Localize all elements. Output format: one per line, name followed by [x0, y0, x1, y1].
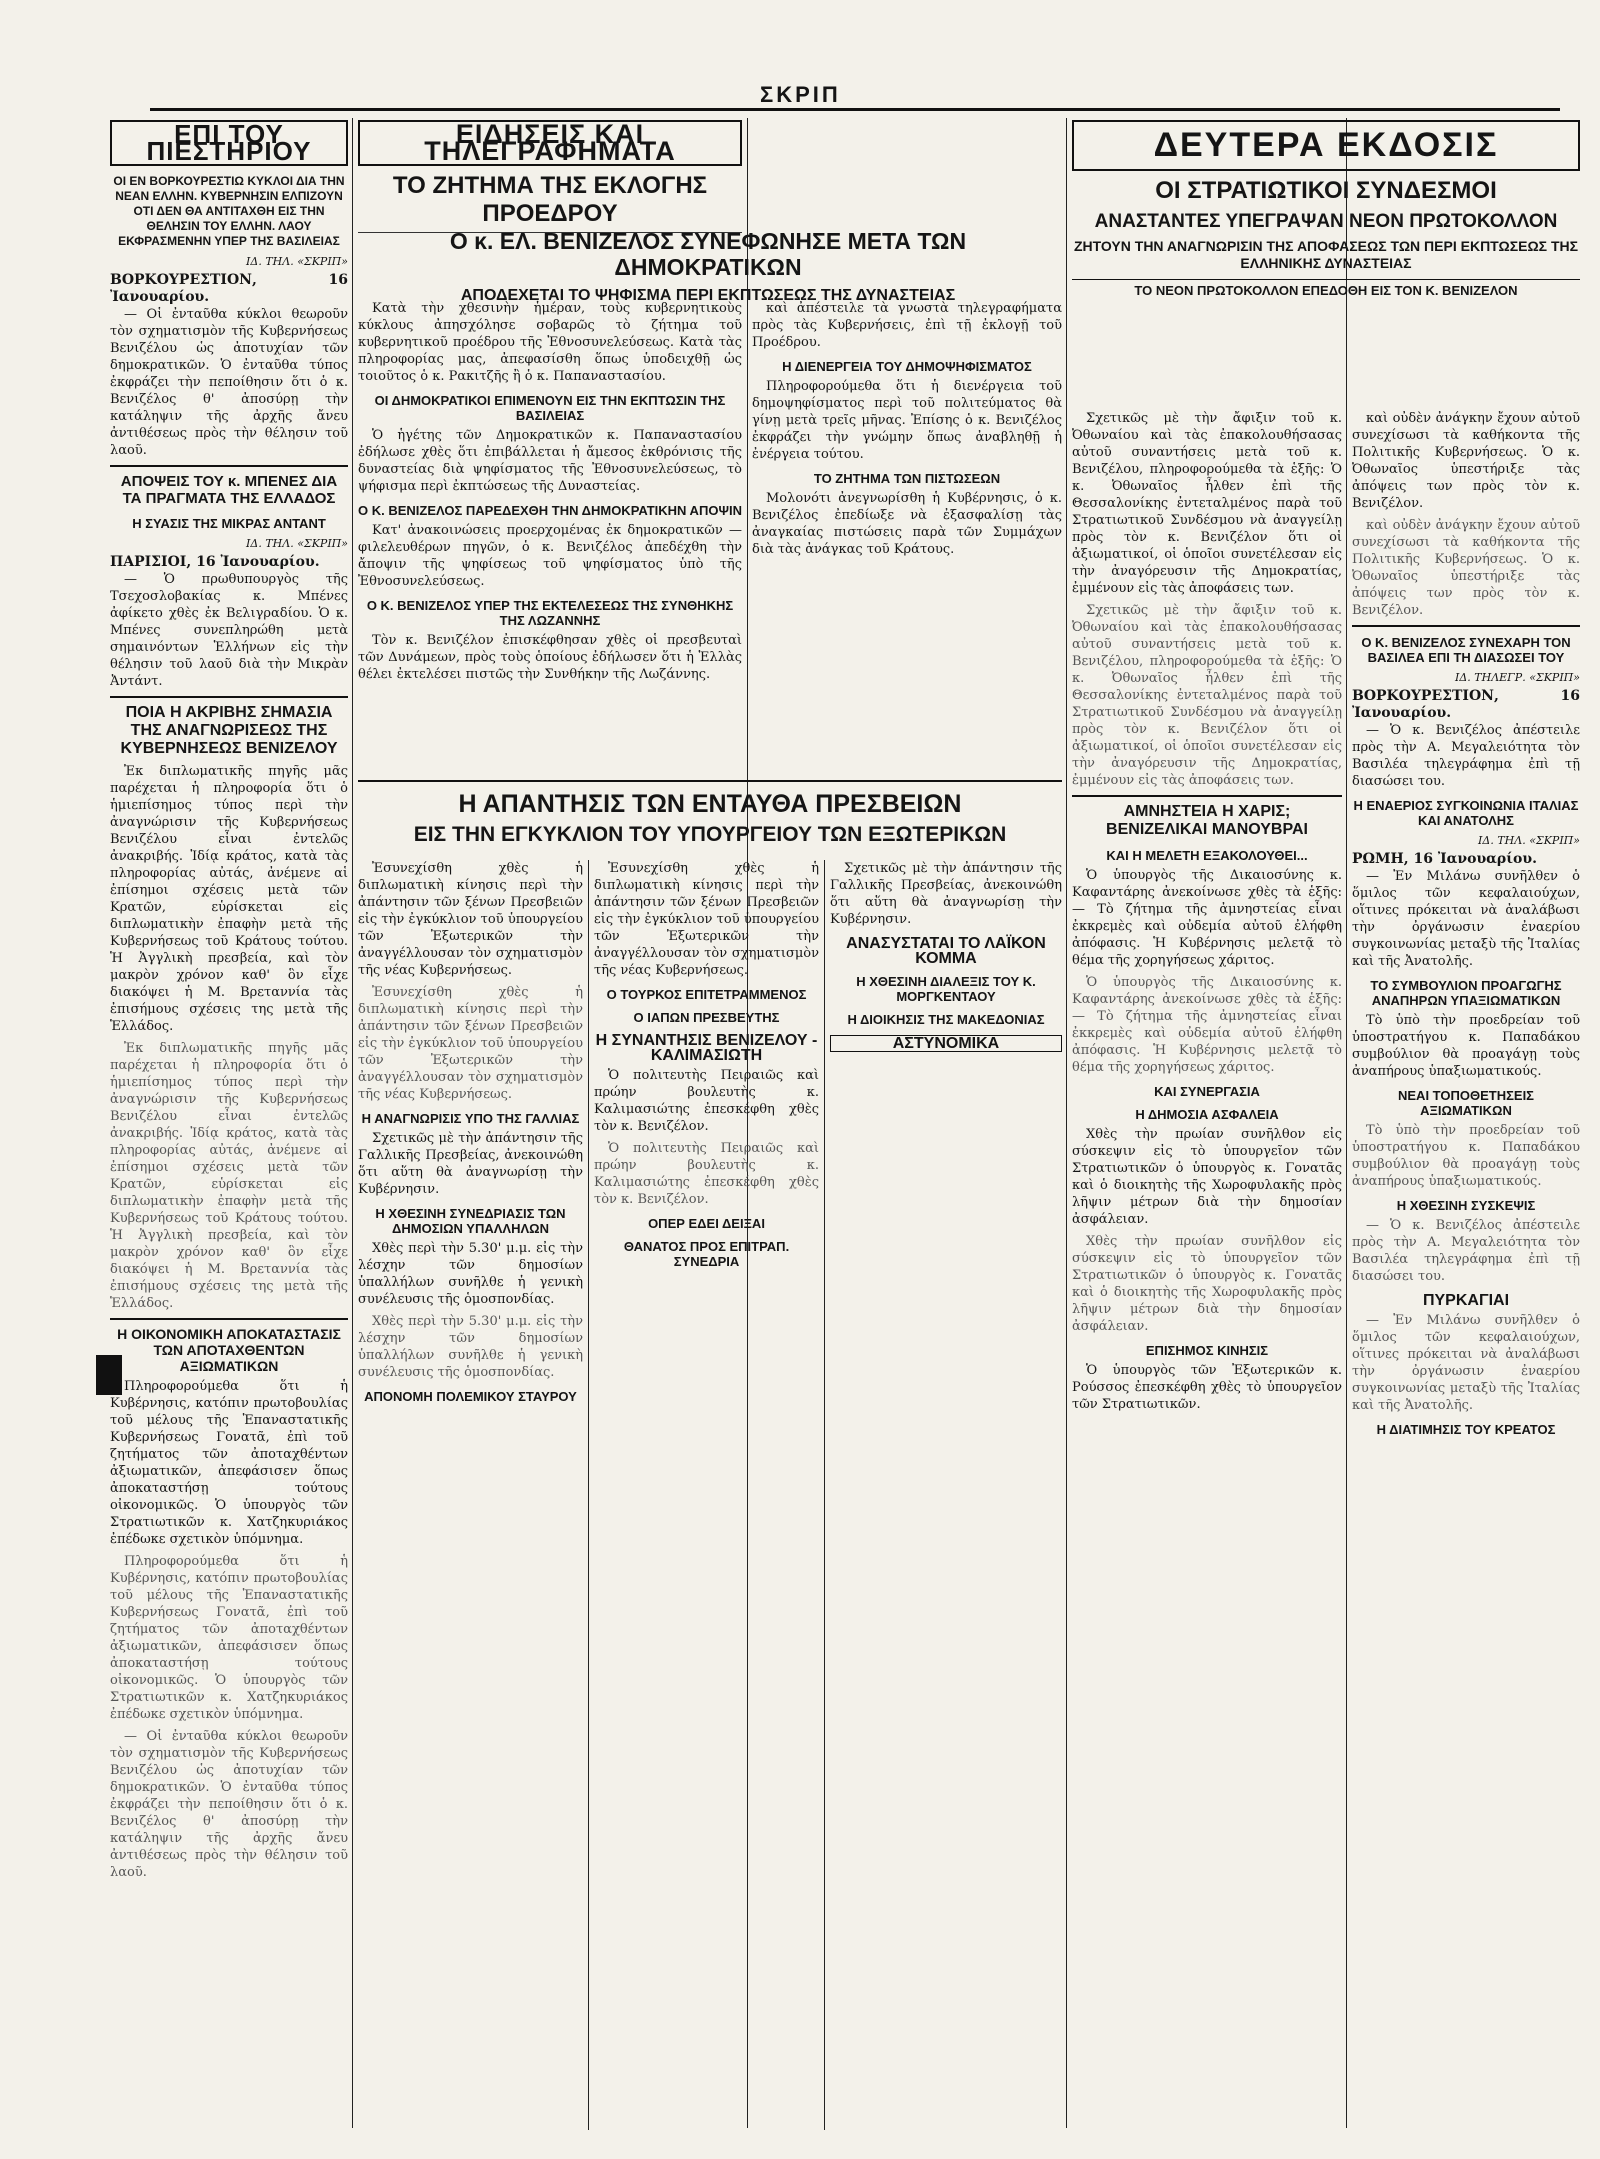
article-text: Κατὰ τὴν χθεσινὴν ἡμέραν, τοὺς κυβερνητικοὺς κύκλους ἀπησχόλησε σοβαρῶς τὸ ζήτημα τοῦ κυβερνητικοῦ προέδρου τῆς Ἐθνοσυνελεύσεως. Κατὰ τὰς πληροφορίας μας, ἀπεφασίσθη ὅπως ὑποδειχθῇ ὡς τοιοῦτος ὁ κ. Ρακιτζῆς ἢ ὁ κ. Παπαναστασίου. [358, 301, 742, 384]
headline-referendum: Η ΔΙΕΝΕΡΓΕΙΑ ΤΟΥ ΔΗΜΟΨΗΦΙΣΜΑΤΟΣ [782, 359, 1032, 374]
headline-war-cross: ΑΠΟΝΟΜΗ ΠΟΛΕΜΙΚΟΥ ΣΤΑΥΡΟΥ [364, 1389, 577, 1404]
dateline: ΠΑΡΙΣΙΟΙ, 16 Ἰανουαρίου. [110, 553, 320, 570]
article-text: Ὁ ὑπουργὸς τῆς Δικαιοσύνης κ. Καφαντάρης ἀνεκοίνωσε χθὲς τὰ ἑξῆς: — Τὸ ζήτημα τῆς ἀμνηστείας εἶναι ἐκκρεμὲς καὶ οὐδεμία αὐτοῦ ἐλήφθη ἀπόφασις. Ἡ Κυβέρνησις μελετᾷ τὸ θέμα τῆς χορηγήσεως χάριτος. [1072, 867, 1342, 968]
embassies-article-header [358, 780, 1062, 849]
banner-venizelos: Ο κ. ΕΛ. ΒΕΝΙΖΕΛΟΣ ΣΥΝΕΦΩΝΗΣΕ ΜΕΤΑ ΤΩΝ ΔΗΜΟΚΡΑΤΙΚΩΝ [449, 228, 967, 281]
article-text: — Ἐν Μιλάνω συνῆλθεν ὁ ὅμιλος τῶν κεφαλαιούχων, οἵτινες πρόκειται νὰ ἀναλάβωσι τὴν ὀργάνωσιν ἐναερίου συγκοινωνίας μεταξὺ τῆς Ἰταλίας καὶ τῆς Ἀνατολῆς. [1352, 869, 1580, 969]
column-rule [352, 118, 353, 2128]
column-2-body [358, 300, 742, 770]
article-text: Ὁ ὑπουργὸς τῶν Ἐξωτερικῶν κ. Ρούσσος ἐπεσκέφθη χθὲς τὸ ὑπουργεῖον τῶν Στρατιωτικῶν. [1072, 1362, 1342, 1412]
article-text: — Ἐν Μιλάνω συνῆλθεν ὁ ὅμιλος τῶν κεφαλαιούχων, οἵτινες πρόκειται νὰ ἀναλάβωσι τὴν ὀργάνωσιν ἐναερίου συγκοινωνίας μεταξὺ τῆς Ἰταλίας καὶ τῆς Ἀνατολῆς. [1352, 1313, 1580, 1413]
article-text: Ὁ ἡγέτης τῶν Δημοκρατικῶν κ. Παπαναστασίου ἐδήλωσε χθὲς ὅτι ἐπιβάλλεται ἡ ἄμεσος ἐκθρόνισις τῆς δυναστείας διὰ ψηφίσματος τῆς Ἐθνοσυνελεύσεως, τὸ ψήφισμα περὶ ἐκπτώσεως τῆς Δυναστείας. [358, 428, 742, 494]
banner-box [358, 228, 1058, 305]
newspaper-name: ΣΚΡΙΠ [750, 82, 851, 108]
article-text: καὶ ἀπέστειλε τὰ γνωστὰ τηλεγραφήματα πρὸς τὰς Κυβερνήσεις, ἐπὶ τῇ ἐκλογῇ τοῦ Προέδρου. [752, 301, 1062, 350]
subhead-study: ΚΑΙ Η ΜΕΛΕΤΗ ΕΞΑΚΟΛΟΥΘΕΙ... [1106, 847, 1308, 863]
article-text: — Ὁ κ. Βενιζέλος ἀπέστειλε πρὸς τὴν Α. Μεγαλειότητα τὸν Βασιλέα τηλεγράφημα ἐπὶ τῇ διασώσει του. [1352, 723, 1580, 789]
article-text: Ὁ πολιτευτὴς Πειραιῶς καὶ πρώην βουλευτὴς κ. Καλιμασιώτης ἐπεσκέφθη χθὲς τὸν κ. Βενιζέλον. [594, 1141, 819, 1207]
column-rule [824, 860, 825, 2130]
article-text: Ἐκ διπλωματικῆς πηγῆς μᾶς παρέχεται ἡ πληροφορία ὅτι ὁ ἡμιεπίσημος τύπος περὶ τὴν ἀναγνώρισιν τῆς Κυβερνήσεως Βενιζέλου εἶναι ἐντελῶς ἀνακριβής. Ἰδίᾳ κράτος, κατὰ τὰς πληροφορίας αὐτάς, ἀνέμενε αἱ ἐπίσημοι σχέσεις μετὰ τῶν Κρατῶν, εὑρίσκεται εἰς διπλωματικὴν ἐπαφὴν μετὰ τῆς Κυβερνήσεως τοῦ Κράτους τούτου. Ἡ Ἀγγλικὴ πρεσβεία, καὶ τὸν μακρὸν χρόνον καθ' ὃν εἶχε διακόψει ἡ Μ. Βρεταννία τὰς ἐπισήμους σχέσεις της μετὰ τῆς Ἑλλάδος. [110, 763, 348, 1034]
article-text: Ἐσυνεχίσθη χθὲς ἡ διπλωματικὴ κίνησις περὶ τὴν ἀπάντησιν τῶν ξένων Πρεσβειῶν εἰς τὴν ἐγκύκλιον τοῦ ὑπουργείου τῶν Ἐξωτερικῶν τὴν ἀναγγέλλουσαν τὸν σχηματισμὸν τῆς νέας Κυβερνήσεως. [358, 861, 583, 978]
article-text: Τὸ ὑπὸ τὴν προεδρείαν τοῦ ὑποστρατήγου κ. Παπαδάκου συμβούλιον θὰ προαγάγῃ τοὺς ἀναπήρους ὑπαξιωματικούς. [1352, 1123, 1580, 1189]
headline-public-safety: Η ΔΗΜΟΣΙΑ ΑΣΦΑΛΕΙΑ [1135, 1106, 1279, 1122]
article-text: Μολονότι ἀνεγνωρίσθη ἡ Κυβέρνησις, ὁ κ. Βενιζέλος ἐπεδίωξε νὰ ἐξασφαλίσῃ τὰς ἀναγκαίας πιστώσεις παρὰ τῶν Συμμάχων διὰ τὰς ἀνάγκας τοῦ Κράτους. [752, 491, 1062, 557]
column-3-top [752, 300, 1062, 770]
headline-turkish-envoy: Ο ΤΟΥΡΚΟΣ ΕΠΙΤΕΤΡΑΜΜΕΝΟΣ [606, 987, 807, 1002]
headline-postings: ΝΕΑΙ ΤΟΠΟΘΕΤΗΣΕΙΣ ΑΞΙΩΜΑΤΙΚΩΝ [1398, 1088, 1534, 1118]
embassies-col-c [830, 860, 1062, 2130]
headline-second-edition: ΔΕΥΤΕΡΑ ΕΚΔΟΣΙΣ [1072, 120, 1580, 171]
subhead-protocol: ΑΝΑΣΤΑΝΤΕΣ ΥΠΕΓΡΑΨΑΝ ΝΕΟΝ ΠΡΩΤΟΚΟΛΛΟΝ [1094, 210, 1558, 232]
headline-official-movement: ΕΠΙΣΗΜΟΣ ΚΙΝΗΣΙΣ [1145, 1342, 1269, 1358]
embassies-col-b [594, 860, 819, 2130]
subhead-circular: ΕΙΣ ΤΗΝ ΕΓΚΥΚΛΙΟΝ ΤΟΥ ΥΠΟΥΡΓΕΙΟΥ ΤΩΝ ΕΞΩΤΕΡΙΚΩΝ [413, 822, 1007, 846]
headline-recognition: ΠΟΙΑ Η ΑΚΡΙΒΗΣ ΣΗΜΑΣΙΑ ΤΗΣ ΑΝΑΓΝΩΡΙΣΕΩΣ ΤΗΣ ΚΥΒΕΡΝΗΣΕΩΣ ΒΕΝΙΖΕΛΟΥ [120, 703, 338, 758]
headline-congratulated-king: Ο Κ. ΒΕΝΙΖΕΛΟΣ ΣΥΝΕΧΑΡΗ ΤΟΝ ΒΑΣΙΛΕΑ ΕΠΙ ΤΗ ΔΙΑΣΩΣΕΙ ΤΟΥ [1361, 635, 1571, 665]
article-text: Ὁ ὑπουργὸς τῆς Δικαιοσύνης κ. Καφαντάρης ἀνεκοίνωσε χθὲς τὰ ἑξῆς: — Τὸ ζήτημα τῆς ἀμνηστείας εἶναι ἐκκρεμὲς καὶ οὐδεμία αὐτοῦ ἐλήφθη ἀπόφασις. Ἡ Κυβέρνησις μελετᾷ τὸ θέμα τῆς χορηγήσεως χάριτος. [1072, 974, 1342, 1075]
article-text: Πληροφορούμεθα ὅτι ἡ Κυβέρνησις, κατόπιν πρωτοβουλίας τοῦ μέλους τῆς Ἐπαναστατικῆς Κυβερνήσεως Γονατᾶ, ἐπὶ τοῦ ζητήματος τῶν ἀποταχθέντων ἀξιωματικῶν, ἀπεφάσισεν ὅπως ἀποκαταστήσῃ τούτους οἰκονομικῶς. Ὁ ὑπουργὸς τῶν Στρατιωτικῶν κ. Χατζηκυριάκος ἐπέδωκε σχετικὸν ὑπόμνημα. [110, 1553, 348, 1722]
headline-macedonia: Η ΔΙΟΙΚΗΣΙΣ ΤΗΣ ΜΑΚΕΔΟΝΙΑΣ [847, 1012, 1045, 1027]
subhead-bucharest: ΟΙ ΕΝ ΒΟΡΚΟΥΡΕΣΤΙΩ ΚΥΚΛΟΙ ΔΙΑ ΤΗΝ ΝΕΑΝ ΕΛΛΗΝ. ΚΥΒΕΡΝΗΣΙΝ ΕΛΠΙΖΟΥΝ ΟΤΙ ΔΕΝ ΘΑ ΑΝΤΙΤΑΧΘΗ ΕΙΣ ΤΗΝ ΘΕΛΗΣΙΝ ΤΟΥ ΕΛΛΗΝ. ΛΑΟΥ ΕΚΦΡΑΣΜΕΝΗΝ ΥΠΕΡ ΤΗΣ ΒΑΣΙΛΕΙΑΣ [113, 174, 345, 248]
subhead-recognition: ΖΗΤΟΥΝ ΤΗΝ ΑΝΑΓΝΩΡΙΣΙΝ ΤΗΣ ΑΠΟΦΑΣΕΩΣ ΤΩΝ ΠΕΡΙ ΕΚΠΤΩΣΕΩΣ ΤΗΣ ΕΛΛΗΝΙΚΗΣ ΔΥΝΑΣΤΕΙΑΣ [1073, 238, 1579, 271]
article-text: Κατ' ἀνακοινώσεις προερχομένας ἐκ δημοκρατικῶν — φιλελευθέρων πηγῶν, ὁ κ. Βενιζέλος ἀπεδέχθη τὴν ἄποψιν τῆς ψηφίσεως τοῦ ψηφίσματος ὑπὸ τῆς Ἐθνοσυνελεύσεως. [358, 523, 742, 589]
divider [110, 465, 348, 467]
column-5 [1352, 410, 1580, 2130]
article-text: Χθὲς τὴν πρωίαν συνῆλθον εἰς σύσκεψιν εἰς τὸ ὑπουργεῖον τῶν Στρατιωτικῶν ὁ ὑπουργὸς κ. Γονατᾶς καὶ ὁ διοικητὴς τῆς Χωροφυλακῆς πρὸς λῆψιν μέτρων διὰ τὴν δημοσίαν ἀσφάλειαν. [1072, 1126, 1342, 1227]
article-text: — Ὁ πρωθυπουργὸς τῆς Τσεχοσλοβακίας κ. Μπένες ἀφίκετο χθὲς ἐκ Βελιγραδίου. Ὁ κ. Μπένες συνεπληρώθη μετὰ σημαινόντων Ἑλλήνων εἰς τὴν θέλησιν τοῦ λαοῦ διὰ τὴν Μικρὰν Ἀντάντ. [110, 571, 348, 689]
dateline: ΒΟΡΚΟΥΡΕΣΤΙΟΝ, 16 Ἰανουαρίου. [1352, 688, 1580, 721]
headline-benes: ΑΠΟΨΕΙΣ ΤΟΥ κ. ΜΠΕΝΕΣ ΔΙΑ ΤΑ ΠΡΑΓΜΑΤΑ ΤΗΣ ΕΛΛΑΔΟΣ [120, 473, 338, 508]
article-text: Ἐσυνεχίσθη χθὲς ἡ διπλωματικὴ κίνησις περὶ τὴν ἀπάντησιν τῶν ξένων Πρεσβειῶν εἰς τὴν ἐγκύκλιον τοῦ ὑπουργείου τῶν Ἐξωτερικῶν τὴν ἀναγγέλλουσαν τὸν σχηματισμὸν τῆς νέας Κυβερνήσεως. [358, 985, 583, 1102]
divider [1352, 625, 1580, 627]
article-text: Σχετικῶς μὲ τὴν ἄφιξιν τοῦ κ. Ὀθωναίου καὶ τὰς ἐπακολουθήσασας αὐτοῦ συναντήσεις μετὰ τοῦ κ. Βενιζέλου, πληροφορούμεθα τὰ ἑξῆς: Ὁ κ. Ὀθωναῖος ἦλθεν ἐπὶ τῆς Θεσσαλονίκης ἐντεταλμένος παρὰ τοῦ Στρατιωτικοῦ Συνδέσμου νὰ ἀναγγείλῃ πρὸς τὸν κ. Βενιζέλον ὅτι οἱ ἀξιωματικοί, οἱ ὁποῖοι συνετέλεσαν εἰς τὴν ἀναγόρευσιν τῆς Δημοκρατίας, ἐμμένουν εἰς τὰς ἀποφάσεις των. [1072, 603, 1342, 788]
divider [110, 696, 348, 698]
subhead-delivered: ΤΟ ΝΕΟΝ ΠΡΩΤΟΚΟΛΛΟΝ ΕΠΕΔΟΘΗ ΕΙΣ ΤΟΝ Κ. ΒΕΝΙΖΕΛΟΝ [1072, 279, 1580, 298]
source-line: ΙΔ. ΤΗΛ. «ΣΚΡΙΠ» [246, 255, 348, 268]
article-text: Χθὲς τὴν πρωίαν συνῆλθον εἰς σύσκεψιν εἰς τὸ ὑπουργεῖον τῶν Στρατιωτικῶν ὁ ὑπουργὸς κ. Γονατᾶς καὶ ὁ διοικητὴς τῆς Χωροφυλακῆς πρὸς λῆψιν μέτρων διὰ τὴν δημοσίαν ἀσφάλειαν. [1072, 1233, 1342, 1334]
headline-qed: ΟΠΕΡ ΕΔΕΙ ΔΕΙΞΑΙ [648, 1216, 765, 1231]
headline-cooperation: ΚΑΙ ΣΥΝΕΡΓΑΣΙΑ [1154, 1083, 1260, 1099]
article-text: Ὁ πολιτευτὴς Πειραιῶς καὶ πρώην βουλευτὴς κ. Καλιμασιώτης ἐπεσκέφθη χθὲς τὸν κ. Βενιζέλον. [594, 1068, 819, 1134]
article-text: Σχετικῶς μὲ τὴν ἄφιξιν τοῦ κ. Ὀθωναίου καὶ τὰς ἐπακολουθήσασας αὐτοῦ συναντήσεις μετὰ τοῦ κ. Βενιζέλου, πληροφορούμεθα τὰ ἑξῆς: Ὁ κ. Ὀθωναῖος ἦλθεν ἐπὶ τῆς Θεσσαλονίκης ἐντεταλμένος παρὰ τοῦ Στρατιωτικοῦ Συνδέσμου νὰ ἀναγγείλῃ πρὸς τὸν κ. Βενιζέλον ὅτι οἱ ἀξιωματικοί, οἱ ὁποῖοι συνετέλεσαν εἰς τὴν ἀναγόρευσιν τῆς Δημοκρατίας, ἐμμένουν εἰς τὰς ἀποφάσεις των. [1072, 411, 1342, 596]
subhead-small-entente: Η ΣΥΑΣΙΣ ΤΗΣ ΜΙΚΡΑΣ ΑΝΤΑΝΤ [132, 515, 326, 531]
article-text: Πληροφορούμεθα ὅτι ἡ διενέργεια τοῦ δημοψηφίσματος περὶ τοῦ πολιτεύματος θὰ γίνῃ μετὰ τρεῖς μῆνας. Ἐπίσης ὁ κ. Βενιζέλος ἐκφράζει τὴν γνώμην ὅπως ἀναβληθῇ ἡ ἐνέργεια τούτου. [752, 379, 1062, 462]
source-line: ΙΔ. ΤΗΛ. «ΣΚΡΙΠ» [1478, 834, 1580, 847]
embassies-col-a [358, 860, 583, 2130]
headline-fires: ΠΥΡΚΑΓΙΑΙ [1422, 1292, 1510, 1309]
column-rule [588, 860, 589, 2130]
headline-amnesty: ΑΜΝΗΣΤΕΙΑ Η ΧΑΡΙΣ; ΒΕΝΙΖΕΛΙΚΑΙ ΜΑΝΟΥΒΡΑΙ [1106, 803, 1308, 839]
divider [1072, 795, 1342, 797]
article-text: Σχετικῶς μὲ τὴν ἀπάντησιν τῆς Γαλλικῆς Πρεσβείας, ἀνεκοινώθη ὅτι αὕτη θὰ ἀναγνωρίσῃ τὴν Κυβέρνησιν. [830, 861, 1062, 927]
headline-france: Η ΑΝΑΓΝΩΡΙΣΙΣ ΥΠΟ ΤΗΣ ΓΑΛΛΙΑΣ [361, 1111, 580, 1126]
article-text: Τὸ ὑπὸ τὴν προεδρείαν τοῦ ὑποστρατήγου κ. Παπαδάκου συμβούλιον θὰ προαγάγῃ τοὺς ἀναπήρους ὑπαξιωματικούς. [1352, 1013, 1580, 1079]
headline-democrats: ΟΙ ΔΗΜΟΚΡΑΤΙΚΟΙ ΕΠΙΜΕΝΟΥΝ ΕΙΣ ΤΗΝ ΕΚΠΤΩΣΙΝ ΤΗΣ ΒΑΣΙΛΕΙΑΣ [374, 393, 726, 423]
headline-civil-servants: Η ΧΘΕΣΙΝΗ ΣΥΝΕΔΡΙΑΣΙΣ ΤΩΝ ΔΗΜΟΣΙΩΝ ΥΠΑΛΛΗΛΩΝ [375, 1206, 566, 1236]
article-text: Χθὲς περὶ τὴν 5.30' μ.μ. εἰς τὴν λέσχην τῶν δημοσίων ὑπαλλήλων συνῆλθε ἡ γενικὴ συνέλευσις τῆς ὁμοσπονδίας. [358, 1241, 583, 1307]
divider [110, 1318, 348, 1320]
headline-air-link: Η ΕΝΑΕΡΙΟΣ ΣΥΓΚΟΙΝΩΝΙΑ ΙΤΑΛΙΑΣ ΚΑΙ ΑΝΑΤΟΛΗΣ [1353, 798, 1579, 828]
subbanner-dynasty: ΑΠΟΔΕΧΕΤΑΙ ΤΟ ΨΗΦΙΣΜΑ ΠΕΡΙ ΕΚΠΤΩΣΕΩΣ ΤΗΣ ΔΥΝΑΣΤΕΙΑΣ [460, 286, 956, 304]
headline-meeting-yesterday: Η ΧΘΕΣΙΝΗ ΣΥΣΚΕΨΙΣ [1396, 1198, 1536, 1213]
article-text: — Οἱ ἐνταῦθα κύκλοι θεωροῦν τὸν σχηματισμὸν τῆς Κυβερνήσεως Βενιζέλου ὡς ἀποτυχίαν τῶν δημοκρατικῶν. Ὁ ἐνταῦθα τύπος ἐκφράζει τὴν πεποίθησιν ὅτι ὁ κ. Βενιζέλος θ' ἀποσύρῃ τὴν κατάληψιν τῆς ἀρχῆς ἄνευ ἀντιθέσεως πρὸς τὴν θέλησιν τοῦ λαοῦ. [110, 1728, 348, 1880]
source-line: ΙΔ. ΤΗΛΕΓΡ. «ΣΚΡΙΠ» [1454, 671, 1580, 684]
ink-blot [96, 1355, 122, 1395]
headline-meat-price: Η ΔΙΑΤΙΜΗΣΙΣ ΤΟΥ ΚΡΕΑΤΟΣ [1376, 1422, 1556, 1437]
dateline: ΒΟΡΚΟΥΡΕΣΤΙΟΝ, 16 Ἰανουαρίου. [110, 272, 348, 305]
headline-embassies: Η ΑΠΑΝΤΗΣΙΣ ΤΩΝ ΕΝΤΑΥΘΑ ΠΡΕΣΒΕΙΩΝ [458, 790, 962, 818]
article-text: Πληροφορούμεθα ὅτι ἡ Κυβέρνησις, κατόπιν πρωτοβουλίας τοῦ μέλους τῆς Ἐπαναστατικῆς Κυβερνήσεως Γονατᾶ, ἐπὶ τοῦ ζητήματος τῶν ἀποταχθέντων ἀξιωματικῶν, ἀπεφάσισεν ὅπως ἀποκαταστήσῃ τούτους οἰκονομικῶς. Ὁ ὑπουργὸς τῶν Στρατιωτικῶν κ. Χατζηκυριάκος ἐπέδωκε σχετικὸν ὑπόμνημα. [110, 1378, 348, 1547]
article-text: καὶ οὐδὲν ἀνάγκην ἔχουν αὐτοῦ συνεχίσωσι τὰ καθήκοντα τῆς Πολιτικῆς Κυβερνήσεως. Ὁ κ. Ὀθωναῖος ὑπεστήριξε τὰς ἀπόψεις των πρὸς τὸν κ. Βενιζέλον. [1352, 411, 1580, 511]
masthead [150, 82, 1560, 111]
headline-president: ΤΟ ΖΗΤΗΜΑ ΤΗΣ ΕΚΛΟΓΗΣ ΠΡΟΕΔΡΟΥ [392, 172, 708, 227]
headline-meeting: Η ΣΥΝΑΝΤΗΣΙΣ ΒΕΝΙΖΕΛΟΥ - ΚΑΛΙΜΑΣΙΩΤΗ [595, 1032, 818, 1064]
column-1 [110, 118, 348, 2138]
headline-credits: ΤΟ ΖΗΤΗΜΑ ΤΩΝ ΠΙΣΤΩΣΕΩΝ [813, 471, 1001, 486]
section-header: ΕΙΔΗΣΕΙΣ ΚΑΙ ΤΗΛΕΓΡΑΦΗΜΑΤΑ [358, 120, 742, 166]
article-text: Σχετικῶς μὲ τὴν ἀπάντησιν τῆς Γαλλικῆς Πρεσβείας, ἀνεκοινώθη ὅτι αὕτη θὰ ἀναγνωρίσῃ τὴν Κυβέρνησιν. [358, 1131, 583, 1197]
article-text: Τὸν κ. Βενιζέλον ἐπισκέφθησαν χθὲς οἱ πρεσβευταὶ τῶν Δυνάμεων, πρὸς τοὺς ὁποίους ἐδήλωσεν ὅτι ἡ Ἑλλὰς θέλει ἐκτελέσει πιστῶς τὴν Συνθήκην τῆς Λωζάννης. [358, 633, 742, 682]
source-line: ΙΔ. ΤΗΛ. «ΣΚΡΙΠ» [246, 536, 348, 550]
article-text: — Οἱ ἐνταῦθα κύκλοι θεωροῦν τὸν σχηματισμὸν τῆς Κυβερνήσεως Βενιζέλου ὡς ἀποτυχίαν τῶν δημοκρατικῶν. Ὁ ἐνταῦθα τύπος ἐκφράζει τὴν πεποίθησιν ὅτι ὁ κ. Βενιζέλος θ' ἀποσύρῃ τὴν κατάληψιν τῆς ἀρχῆς ἄνευ ἀντιθέσεως πρὸς τὴν θέλησιν τοῦ λαοῦ. [110, 307, 348, 458]
article-text: Ἐσυνεχίσθη χθὲς ἡ διπλωματικὴ κίνησις περὶ τὴν ἀπάντησιν τῶν ξένων Πρεσβειῶν εἰς τὴν ἐγκύκλιον τοῦ ὑπουργείου τῶν Ἐξωτερικῶν τὴν ἀναγγέλλουσαν τὸν σχηματισμὸν τῆς νέας Κυβερνήσεως. [594, 861, 819, 978]
headline-police: ΑΣΤΥΝΟΜΙΚΑ [830, 1035, 1062, 1052]
headline-japanese-envoy: Ο ΙΑΠΩΝ ΠΡΕΣΒΕΥΤΗΣ [633, 1010, 780, 1025]
article-text: Ἐκ διπλωματικῆς πηγῆς μᾶς παρέχεται ἡ πληροφορία ὅτι ὁ ἡμιεπίσημος τύπος περὶ τὴν ἀναγνώρισιν τῆς Κυβερνήσεως Βενιζέλου εἶναι ἐντελῶς ἀνακριβής. Ἰδίᾳ κράτος, κατὰ τὰς πληροφορίας αὐτάς, ἀνέμενε αἱ ἐπίσημοι σχέσεις μετὰ τῶν Κρατῶν, εὑρίσκεται εἰς διπλωματικὴν ἐπαφὴν μετὰ τῆς Κυβερνήσεως τοῦ Κράτους τούτου. Ἡ Ἀγγλικὴ πρεσβεία, καὶ τὸν μακρὸν χρόνον καθ' ὃν εἶχε διακόψει ἡ Μ. Βρεταννία τὰς ἐπισήμους σχέσεις της μετὰ τῆς Ἑλλάδος. [110, 1040, 348, 1311]
second-edition-header [1072, 118, 1580, 302]
headline-morgenthau: Η ΧΘΕΣΙΝΗ ΔΙΑΛΕΞΙΣ ΤΟΥ Κ. ΜΟΡΓΚΕΝΤΑΟΥ [856, 974, 1036, 1004]
column-rule [1066, 118, 1067, 2128]
banner-military-leagues: ΟΙ ΣΤΡΑΤΙΩΤΙΚΟΙ ΣΥΝΔΕΣΜΟΙ [1155, 177, 1497, 204]
headline-lausanne: Ο Κ. ΒΕΝΙΖΕΛΟΣ ΥΠΕΡ ΤΗΣ ΕΚΤΕΛΕΣΕΩΣ ΤΗΣ ΣΥΝΘΗΚΗΣ ΤΗΣ ΛΩΖΑΝΝΗΣ [366, 598, 734, 628]
headline-committee: ΘΑΝΑΤΟΣ ΠΡΟΣ ΕΠΙΤΡΑΠ. ΣΥΝΕΔΡΙΑ [623, 1239, 790, 1269]
headline-press: ΕΠΙ ΤΟΥ ΠΙΕΣΤΗΡΙΟΥ [110, 120, 348, 166]
article-text: καὶ οὐδὲν ἀνάγκην ἔχουν αὐτοῦ συνεχίσωσι τὰ καθήκοντα τῆς Πολιτικῆς Κυβερνήσεως. Ὁ κ. Ὀθωναῖος ὑπεστήριξε τὰς ἀπόψεις των πρὸς τὸν κ. Βενιζέλον. [1352, 518, 1580, 618]
dateline: ΡΩΜΗ, 16 Ἰανουαρίου. [1352, 851, 1537, 867]
article-text: Χθὲς περὶ τὴν 5.30' μ.μ. εἰς τὴν λέσχην τῶν δημοσίων ὑπαλλήλων συνῆλθε ἡ γενικὴ συνέλευσις τῆς ὁμοσπονδίας. [358, 1314, 583, 1380]
headline-peoples-party: ΑΝΑΣΥΣΤΑΤΑΙ ΤΟ ΛΑΪΚΟΝ ΚΟΜΜΑ [846, 935, 1046, 967]
column-4 [1072, 410, 1342, 2130]
article-text: — Ὁ κ. Βενιζέλος ἀπέστειλε πρὸς τὴν Α. Μεγαλειότητα τὸν Βασιλέα τηλεγράφημα ἐπὶ τῇ διασώσει του. [1352, 1218, 1580, 1284]
headline-council: ΤΟ ΣΥΜΒΟΥΛΙΟΝ ΠΡΟΑΓΩΓΗΣ ΑΝΑΠΗΡΩΝ ΥΠΑΞΙΩΜΑΤΙΚΩΝ [1370, 978, 1562, 1008]
headline-venizelos-accepts: Ο Κ. ΒΕΝΙΖΕΛΟΣ ΠΑΡΕΔΕΧΘΗ ΤΗΝ ΔΗΜΟΚΡΑΤΙΚΗΝ ΑΠΟΨΙΝ [358, 503, 742, 518]
headline-officers: Η ΟΙΚΟΝΟΜΙΚΗ ΑΠΟΚΑΤΑΣΤΑΣΙΣ ΤΩΝ ΑΠΟΤΑΧΘΕΝΤΩΝ ΑΞΙΩΜΑΤΙΚΩΝ [117, 1325, 341, 1374]
column-rule [1346, 118, 1347, 2128]
